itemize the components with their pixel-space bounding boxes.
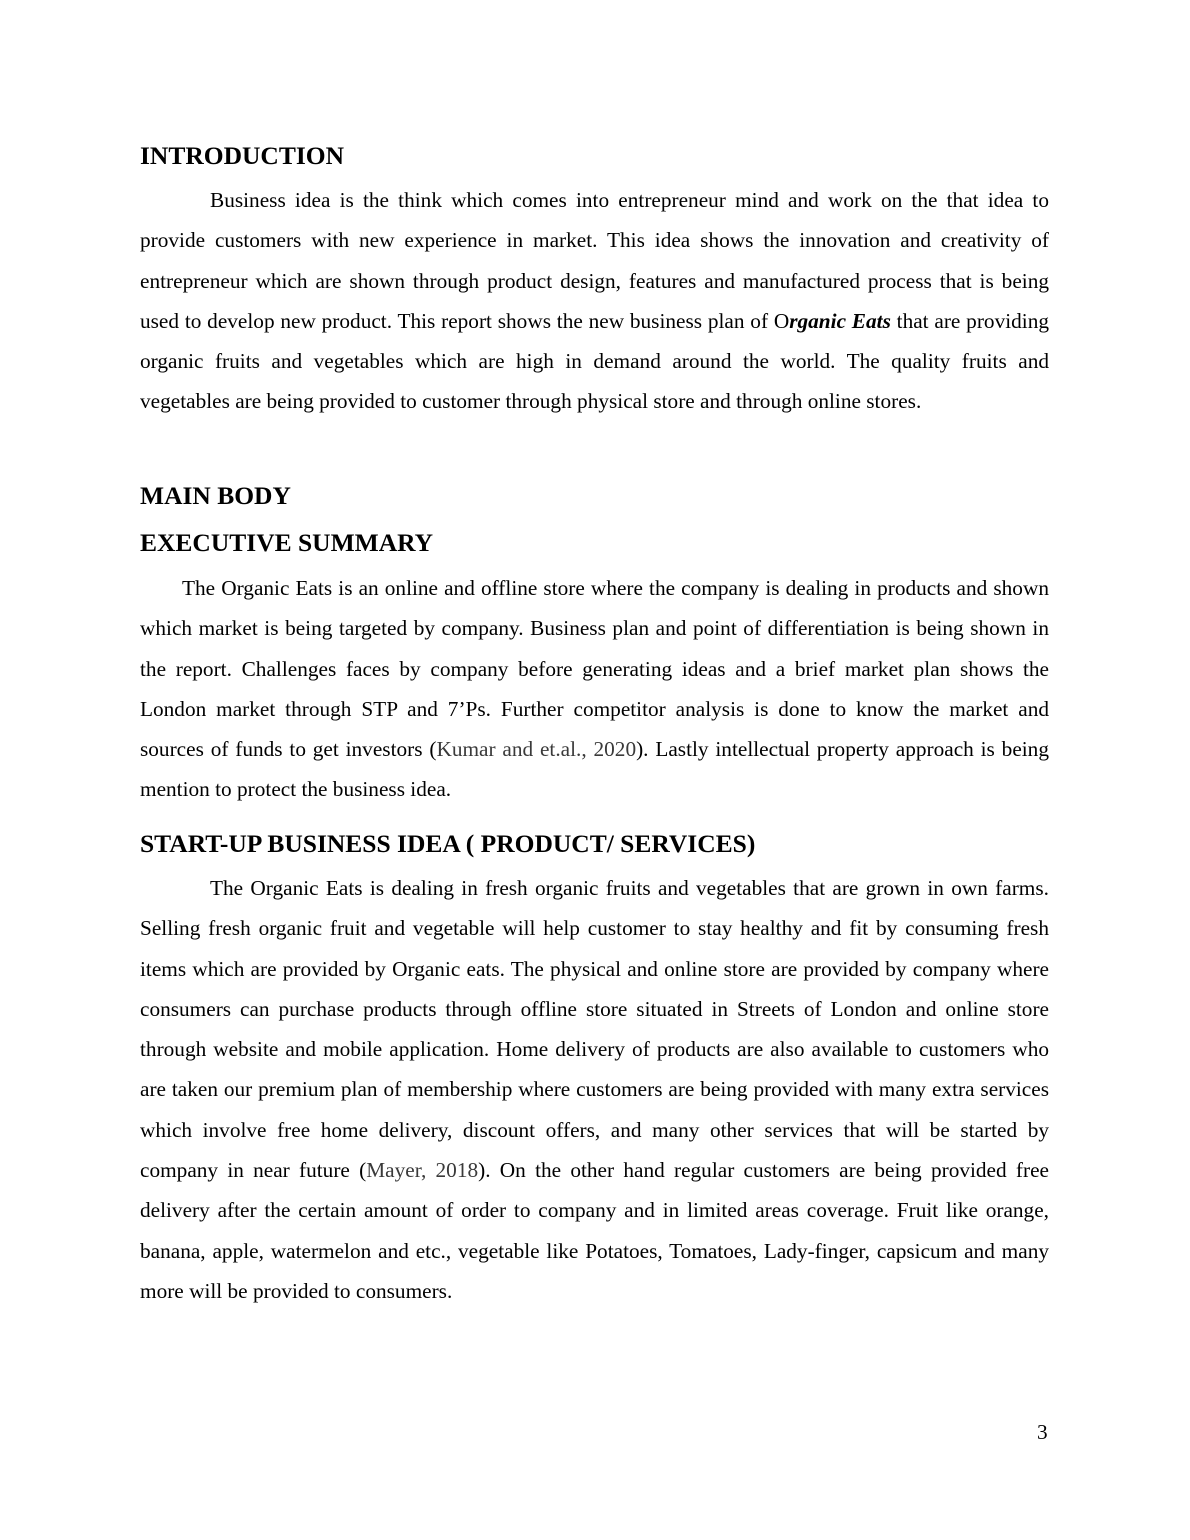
executive-summary-paragraph [140, 568, 1049, 810]
startup-idea-paragraph [140, 868, 1049, 1311]
introduction-paragraph [140, 180, 1049, 422]
brand-name-emphasis: rganic Eats [789, 308, 891, 333]
startup-idea-text-end: ). On the other hand regular customers are being provided free delivery after the certain amount of order to company and in limited areas coverage. Fruit like orange, banana, apple, watermelon and etc., vegetable like Potatoes, Tomatoes, Lady-finger, capsicum and many more will be provided to consumers. [140, 1158, 1049, 1303]
executive-summary-text-start: The Organic Eats is an online and offline store where the company is dealing in products and shown which market is being targeted by company. Business plan and point of differentiation is being shown in the report. Challenges faces by company before generating ideas and a brief market plan shows the London market through STP and 7’Ps. Further competitor analysis is done to know the market and sources of funds to get investors ( [140, 576, 1049, 762]
executive-summary-text-end: ). Lastly intellectual property approach is being mention to protect the business idea. [140, 737, 1049, 802]
citation-mayer: Mayer, 2018 [366, 1158, 479, 1183]
main-body-heading: MAIN BODY [140, 481, 291, 510]
introduction-text-start: Business idea is the think which comes into entrepreneur mind and work on the that idea to provide customers with new experience in market. This idea shows the innovation and creativity of entrepreneur which are shown through product design, features and manufactured process that is being used to develop new product. This report shows the new business plan of O [140, 188, 1049, 333]
startup-idea-text-start: The Organic Eats is dealing in fresh organic fruits and vegetables that are grown in own farms. Selling fresh organic fruit and vegetable will help customer to stay healthy and fit by consuming fresh items which are provided by Organic eats. The physical and online store are provided by company where consumers can purchase products through offline store situated in Streets of London and online store through website and mobile application. Home delivery of products are also available to customers who are taken our premium plan of membership where customers are being provided with many extra services which involve free home delivery, discount offers, and many other services that will be started by company in near future ( [140, 876, 1049, 1183]
citation-kumar: Kumar and et.al., 2020 [436, 737, 637, 762]
startup-idea-heading: START-UP BUSINESS IDEA ( PRODUCT/ SERVICES) [140, 829, 756, 858]
introduction-heading: INTRODUCTION [140, 141, 345, 170]
introduction-text-end: that are providing organic fruits and vegetables which are high in demand around the world. The quality fruits and vegetables are being provided to customer through physical store and through online stores. [140, 308, 1049, 414]
executive-summary-heading: EXECUTIVE SUMMARY [140, 528, 434, 557]
page-number: 3 [1037, 1420, 1048, 1444]
